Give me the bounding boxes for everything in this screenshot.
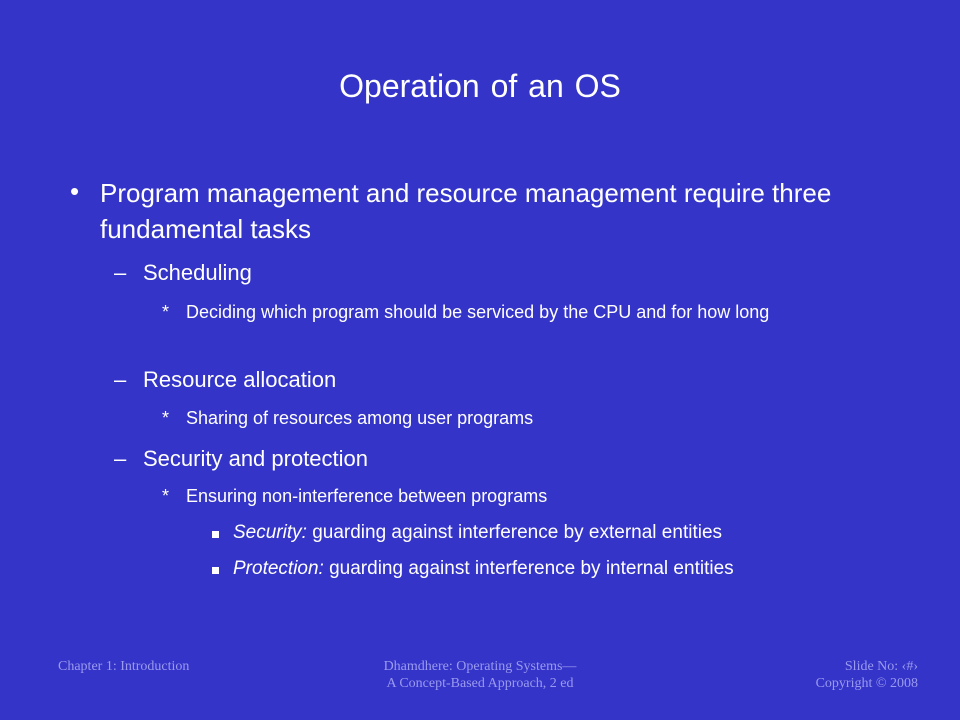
footer-slide-number: Slide No: ‹#›: [844, 659, 918, 674]
star-marker: *: [162, 408, 170, 428]
footer-copyright: Copyright © 2008: [815, 676, 918, 691]
task-resource-allocation: Resource allocation: [143, 367, 337, 392]
sub-point-security-text: guarding against interference by external entities: [306, 522, 723, 543]
task-security-protection-detail: Ensuring non-interference between programs: [186, 486, 548, 506]
bullet-marker: •: [70, 176, 80, 206]
star-marker: *: [162, 302, 170, 322]
star-marker: *: [162, 486, 170, 506]
footer-book-line2: A Concept-Based Approach, 2 ed: [386, 676, 574, 691]
task-scheduling-detail: Deciding which program should be serviced by the CPU and for how long: [186, 302, 770, 322]
dash-marker: –: [114, 367, 127, 392]
footer-book-line1: Dhamdhere: Operating Systems—: [383, 659, 577, 674]
term-security: Security:: [233, 522, 307, 543]
footer-slide-info: [816, 658, 918, 692]
footer-chapter: Chapter 1: Introduction: [58, 659, 190, 674]
term-protection: Protection:: [233, 558, 324, 579]
sub-point-protection-text: guarding against interference by internal entities: [323, 558, 734, 579]
dash-marker: –: [114, 446, 127, 471]
slide-title: Operation of an OS: [339, 68, 621, 104]
square-bullet-icon: [212, 567, 219, 574]
main-point-text: Program management and resource management require three fundamental tasks: [100, 178, 832, 244]
footer-book: [330, 658, 630, 692]
task-resource-allocation-detail: Sharing of resources among user programs: [186, 408, 534, 428]
task-scheduling: Scheduling: [143, 260, 252, 285]
square-bullet-icon: [212, 531, 219, 538]
dash-marker: –: [114, 260, 127, 285]
sub-point-security: [233, 522, 722, 544]
task-security-protection: Security and protection: [143, 446, 369, 471]
sub-point-protection: [233, 558, 734, 580]
